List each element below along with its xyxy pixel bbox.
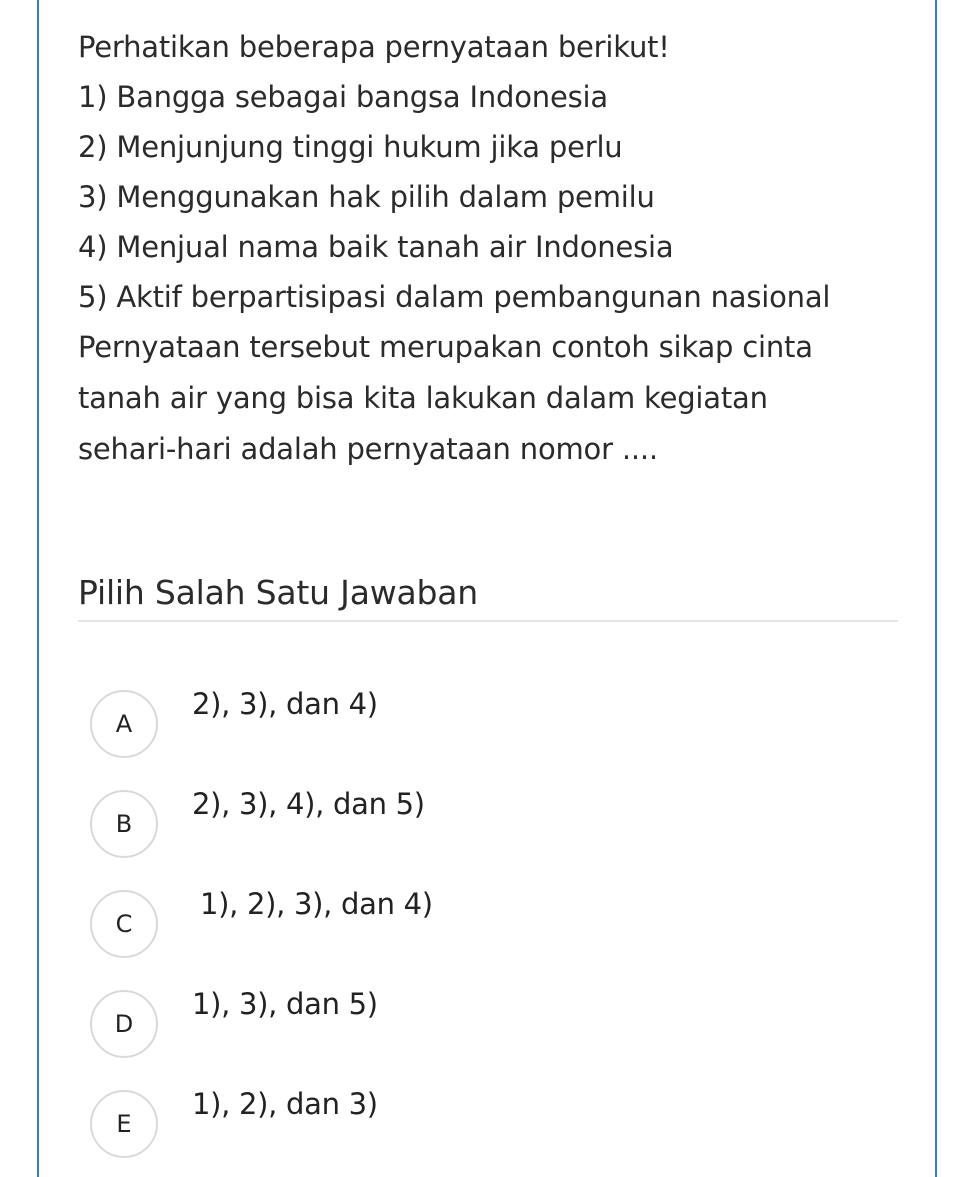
statement-3: 3) Menggunakan hak pilih dalam pemilu xyxy=(78,180,655,214)
option-b-text[interactable]: 2), 3), 4), dan 5) xyxy=(192,787,425,821)
option-a-text[interactable]: 2), 3), dan 4) xyxy=(192,687,378,721)
statement-1: 1) Bangga sebagai bangsa Indonesia xyxy=(78,80,608,114)
question-prompt-line-1: Pernyataan tersebut merupakan contoh sikap cinta xyxy=(78,330,813,364)
option-a-badge[interactable]: A xyxy=(90,690,158,758)
question-block xyxy=(78,22,908,475)
option-e-text[interactable]: 1), 2), dan 3) xyxy=(192,1087,378,1121)
question-prompt-line-3: sehari-hari adalah pernyataan nomor .... xyxy=(78,432,658,466)
option-a[interactable] xyxy=(90,687,790,762)
statement-2: 2) Menjunjung tinggi hukum jika perlu xyxy=(78,130,623,164)
option-b-badge[interactable]: B xyxy=(90,790,158,858)
statement-5: 5) Aktif berpartisipasi dalam pembangunan nasional xyxy=(78,280,831,314)
option-e[interactable] xyxy=(90,1087,790,1162)
option-c-text[interactable]: 1), 2), 3), dan 4) xyxy=(200,887,433,921)
option-b[interactable] xyxy=(90,787,790,862)
frame-right-border xyxy=(935,0,937,1177)
question-intro: Perhatikan beberapa pernyataan berikut! xyxy=(78,30,670,64)
option-c-badge[interactable]: C xyxy=(90,890,158,958)
frame-left-border xyxy=(37,0,39,1177)
statement-4: 4) Menjual nama baik tanah air Indonesia xyxy=(78,230,674,264)
answer-heading: Pilih Salah Satu Jawaban xyxy=(78,573,479,612)
option-e-badge[interactable]: E xyxy=(90,1090,158,1158)
heading-divider xyxy=(78,620,898,622)
option-d-badge[interactable]: D xyxy=(90,990,158,1058)
option-d-text[interactable]: 1), 3), dan 5) xyxy=(192,987,378,1021)
option-c[interactable] xyxy=(90,887,790,962)
question-prompt-line-2: tanah air yang bisa kita lakukan dalam kegiatan xyxy=(78,381,768,415)
option-d[interactable] xyxy=(90,987,790,1062)
